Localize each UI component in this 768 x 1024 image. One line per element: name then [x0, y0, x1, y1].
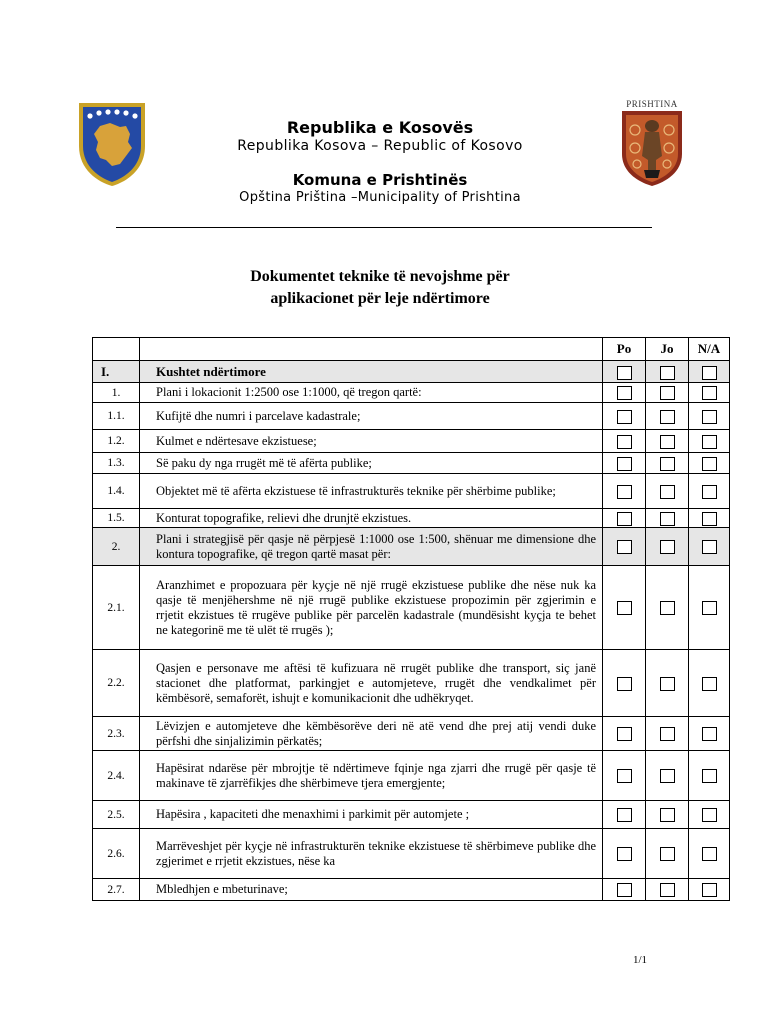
checkbox-po[interactable]	[617, 808, 632, 822]
table-row	[93, 403, 730, 430]
checkbox-jo[interactable]	[660, 512, 675, 526]
checkbox-po[interactable]	[617, 410, 632, 424]
row-text: Objektet më të afërta ekzistuese të infrastrukturës teknike për shërbime publike;	[140, 474, 603, 509]
checkbox-po[interactable]	[617, 769, 632, 783]
checkbox-na[interactable]	[702, 435, 717, 449]
checkbox-na[interactable]	[702, 847, 717, 861]
table-row	[93, 801, 730, 829]
checkbox-jo[interactable]	[660, 366, 675, 380]
document-title	[160, 266, 600, 310]
checkbox-jo[interactable]	[660, 808, 675, 822]
table-row	[93, 566, 730, 650]
checkbox-na[interactable]	[702, 540, 717, 554]
checkbox-jo[interactable]	[660, 847, 675, 861]
document-title-line-2: aplikacionet për leje ndërtimore	[270, 290, 490, 307]
column-po: Po	[603, 338, 646, 361]
row-text: Kulmet e ndërtesave ekzistuese;	[140, 430, 603, 453]
commune-subtitle: Opština Priština –Municipality of Prishtina	[239, 190, 521, 205]
document-title-line-1: Dokumentet teknike të nevojshme për	[250, 268, 510, 285]
row-number: 1.	[93, 383, 140, 403]
checkbox-jo[interactable]	[660, 540, 675, 554]
republic-title: Republika e Kosovës	[286, 118, 474, 137]
checkbox-na[interactable]	[702, 410, 717, 424]
checkbox-po[interactable]	[617, 457, 632, 471]
checkbox-po[interactable]	[617, 677, 632, 691]
prishtina-logo	[614, 98, 690, 188]
checkbox-na[interactable]	[702, 512, 717, 526]
commune-title: Komuna e Prishtinës	[292, 171, 468, 189]
checkbox-po[interactable]	[617, 485, 632, 499]
row-text: Konturat topografike, relievi dhe drunjtë ekzistues.	[140, 509, 603, 528]
checkbox-na[interactable]	[702, 769, 717, 783]
checkbox-jo[interactable]	[660, 485, 675, 499]
row-text: Plani i strategjisë për qasje në përpjesë 1:1000 ose 1:500, shënuar me dimensione dhe kontura topografike, që tregon qartë masat për:	[140, 528, 603, 566]
row-number: 2.3.	[93, 717, 140, 751]
checkbox-po[interactable]	[617, 727, 632, 741]
row-number: 1.2.	[93, 430, 140, 453]
checkbox-po[interactable]	[617, 386, 632, 400]
row-number: 1.4.	[93, 474, 140, 509]
checkbox-na[interactable]	[702, 883, 717, 897]
header-divider	[116, 227, 652, 228]
row-number: 1.5.	[93, 509, 140, 528]
row-number: 2.6.	[93, 829, 140, 879]
prishtina-logo-text: PRISHTINA	[626, 99, 678, 109]
page-number: 1/1	[632, 954, 648, 966]
table-header-row	[93, 338, 730, 361]
checkbox-na[interactable]	[702, 677, 717, 691]
row-number: 2.	[93, 528, 140, 566]
checkbox-jo[interactable]	[660, 410, 675, 424]
row-text: Aranzhimet e propozuara për kyçje në një rrugë ekzistuese publike dhe nëse nuk ka qasje të menjëhershme në një rrugë publike ekzistuese propozimin për zgjerimin e rrjetit ekzistues të rrugëve publike për parcelën kadastrale (mundësisht kyçja te behet ne kategorinë me të ulët të rrugës );	[140, 566, 603, 650]
row-number: 1.3.	[93, 453, 140, 474]
table-row	[93, 751, 730, 801]
table-row	[93, 879, 730, 901]
checkbox-po[interactable]	[617, 601, 632, 615]
checkbox-na[interactable]	[702, 366, 717, 380]
checkbox-po[interactable]	[617, 435, 632, 449]
checkbox-po[interactable]	[617, 883, 632, 897]
checkbox-jo[interactable]	[660, 457, 675, 471]
row-number: 2.4.	[93, 751, 140, 801]
row-number: 1.1.	[93, 403, 140, 430]
table-row	[93, 717, 730, 751]
republic-subtitle: Republika Kosova – Republic of Kosovo	[237, 138, 523, 154]
header-num-cell	[93, 338, 140, 361]
checkbox-jo[interactable]	[660, 769, 675, 783]
checkbox-po[interactable]	[617, 512, 632, 526]
section-row	[93, 361, 730, 383]
section-number: I.	[93, 361, 140, 383]
checkbox-jo[interactable]	[660, 883, 675, 897]
checkbox-na[interactable]	[702, 457, 717, 471]
table-row	[93, 829, 730, 879]
row-number: 2.2.	[93, 650, 140, 717]
column-jo: Jo	[646, 338, 689, 361]
table-row	[93, 509, 730, 528]
checkbox-jo[interactable]	[660, 435, 675, 449]
checkbox-po[interactable]	[617, 847, 632, 861]
table-row	[93, 650, 730, 717]
header-desc-cell	[140, 338, 603, 361]
table-row	[93, 430, 730, 453]
row-number: 2.7.	[93, 879, 140, 901]
checkbox-na[interactable]	[702, 727, 717, 741]
checkbox-jo[interactable]	[660, 386, 675, 400]
row-text: Hapësira , kapaciteti dhe menaxhimi i parkimit për automjete ;	[140, 801, 603, 829]
row-text: Plani i lokacionit 1:2500 ose 1:1000, që tregon qartë:	[140, 383, 603, 403]
row-number: 2.1.	[93, 566, 140, 650]
checkbox-na[interactable]	[702, 386, 717, 400]
table-row	[93, 474, 730, 509]
checklist-table	[92, 337, 730, 901]
checkbox-na[interactable]	[702, 485, 717, 499]
checkbox-jo[interactable]	[660, 727, 675, 741]
checkbox-na[interactable]	[702, 808, 717, 822]
row-text: Qasjen e personave me aftësi të kufizuara në rrugët publike dhe transport, siç janë stacionet dhe platformat, parkingjet e automjeteve, rrugët dhe vendkalimet për këmbësorë, semaforët, ishujt e komunikacionit dhe udhëkryqet.	[140, 650, 603, 717]
checkbox-po[interactable]	[617, 540, 632, 554]
column-na: N/A	[689, 338, 730, 361]
row-text: Hapësirat ndarëse për mbrojtje të ndërtimeve fqinje nga zjarri dhe rrugë për qasje të makinave të zjarrëfikjes dhe shërbimeve tjera emergjente;	[140, 751, 603, 801]
checkbox-po[interactable]	[617, 366, 632, 380]
checkbox-na[interactable]	[702, 601, 717, 615]
row-text: Kufijtë dhe numri i parcelave kadastrale;	[140, 403, 603, 430]
checkbox-jo[interactable]	[660, 601, 675, 615]
row-text: Marrëveshjet për kyçje në infrastrukturën teknike ekzistuese të shërbimeve publike dhe zgjerimet e rrjetit ekzistues, nëse ka	[140, 829, 603, 879]
section-label: Kushtet ndërtimore	[140, 361, 603, 383]
checkbox-jo[interactable]	[660, 677, 675, 691]
table-row	[93, 528, 730, 566]
row-number: 2.5.	[93, 801, 140, 829]
table-row	[93, 453, 730, 474]
row-text: Lëvizjen e automjeteve dhe këmbësorëve deri në atë vend dhe prej atij vendi duke përfshi dhe sinjalizimin përkatës;	[140, 717, 603, 751]
table-row	[93, 383, 730, 403]
kosovo-coat-of-arms	[76, 100, 148, 188]
row-text: Së paku dy nga rrugët më të afërta publike;	[140, 453, 603, 474]
row-text: Mbledhjen e mbeturinave;	[140, 879, 603, 901]
